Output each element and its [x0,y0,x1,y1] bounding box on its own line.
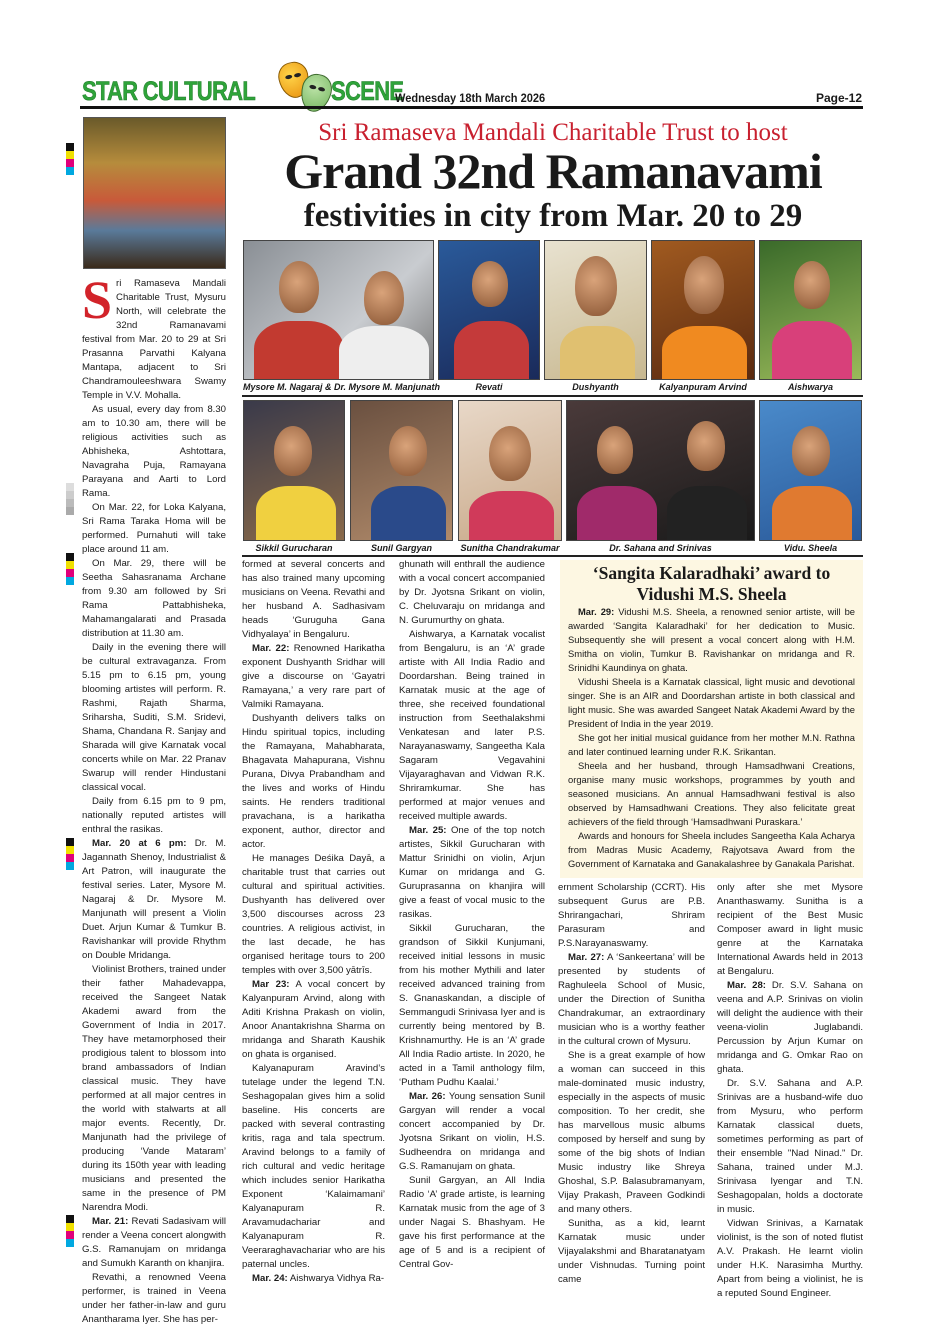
paragraph [558,1049,705,1217]
paragraph-text: Sunitha, as a kid, learnt Karnatak music under Vijayalakshmi and Bharatanatyam under Vishnudas. Turning point came [558,1218,705,1285]
date-lead: Mar. 29: [578,606,615,617]
paragraph-text: She is a great example of how a woman can succeed in this male-dominated music industry, especially in the aspects of music composition. To her credit, she has marvellous music albums composed by herself and sung by some of the big shots of Indian Music industry like Shreya Ghoshal, S.P. Balasubramanyam, Vijay Prakash, Praveen Godkindi and many others. [558,1050,705,1215]
paragraph-text: She got her initial musical guidance from her mother M.N. Rathna and later continued learning under R.K. Srikantan. [568,732,855,757]
paragraph [568,731,855,759]
photo-revati [438,240,540,380]
paragraph-text: Sunil Gargyan, an All India Radio ‘A’ grade artiste, is learning Karnatak music from the age of 3 under Nagai S. Bhashyam. He gave his first performance at the age of 5 and is a recipient of Central Gov- [399,1175,545,1270]
photo-nagaraj-manjunath [243,240,434,380]
caption: Sikkil Gurucharan [255,543,333,553]
article-column-3 [399,558,545,1272]
paragraph-text: formed at several concerts and has also trained many upcoming musicians on Veena. Revathi and her husband A. Sadhasivam heads ‘Guruguha Gana Vidhyalaya’ in Bengaluru. [242,559,385,640]
paragraph-text: only after she met Mysore Ananthaswamy. Sunitha is a recipient of the Best Music Composer award in light music genre at the Karnataka International Awards held in 2013 at Bengaluru. [717,882,863,977]
paragraph-text: A vocal concert by Kalyanpuram Arvind, along with Aditi Krishna Prakash on violin, Anoor Anantakrishna Sharma on mridanga and Sharath Kaushik on ghata is organised. [242,979,386,1060]
paragraph-text: Awards and honours for Sheela includes Sangeetha Kala Acharya from Madras Music Academy, Rajyotsava Award from the Government of Karnataka and Ganakalashree by Ganakala Parishat. [568,830,855,869]
photo-sunitha-chandrakumar [458,400,562,541]
color-registration-marks [66,553,74,585]
paragraph-text: ghunath will enthrall the audience with a vocal concert accompanied by Dr. Jyotsna Srikant on violin, C. Cheluvaraju on mridanga and N. Gurumurthy on ghata. [399,559,545,626]
header-rule [80,106,863,109]
paragraph-text: Vidushi M.S. Sheela, a renowned senior artiste, will be awarded ‘Sangita Kalaradhaki’ for her dedication to Music. Subsequently she will present a vocal concert along with H.M. Smitha on violin, Tumkur B. Ravishankar on mridanga and R. Srinidhi Kaundinya on ghata. [568,606,855,673]
paragraph-text: Sheela and her husband, through Hamsadhwani Creations, organise many music workshops, programmes by youth and seasoned musicians. An annual Hamsadhwani festival is also observed by Hamsadhwani Creations. They also felicitate great achievers of the field through ‘Hamsadhwani Puraskara.’ [568,760,855,827]
date-lead: Mar. 21: [92,1216,129,1227]
paragraph [242,1272,385,1286]
color-registration-marks [66,1215,74,1247]
article-column-5 [717,881,863,1301]
paragraph [717,1217,863,1301]
paragraph [399,558,545,628]
paragraph [82,403,226,501]
photo-sahana-srinivas [566,400,755,541]
paragraph [717,881,863,979]
caption: Vidu. Sheela [783,543,838,553]
paragraph-text: Dr. S.V. Sahana on veena and A.P. Srinivas on violin will delight the audience with their veena-violin Juglabandi. Percussion by Arjun Kumar on mridanga and G. Omkar Rao on ghata. [717,980,863,1075]
photo-aishwarya [759,240,862,380]
color-registration-marks [66,838,74,870]
paragraph [568,829,855,871]
rama-pattabhisheka-painting [83,117,226,269]
paragraph [568,675,855,731]
date-lead: Mar. 20 at 6 pm: [92,838,187,849]
caption: Sunil Gargyan [370,543,432,553]
paragraph [558,951,705,1049]
photo-vidu-sheela [759,400,862,541]
paragraph-text: ri Ramaseva Mandali Charitable Trust, Mysuru North, will celebrate the 32nd Ramanavami festival from Mar. 20 to 29 at Sri Prasanna Parvathi Kalyana Mantapa, adjacent to Sri Chandramouleeshwara Swamy Temple in V.V. Mohalla. [82,278,226,401]
paragraph-text: Sikkil Gurucharan, the grandson of Sikkil Kunjumani, received initial lessons in music from his mother Mythili and later received advanced training from S. Gnanaskandan, a disciple of Semmangudi Srinivasa Iyer and is currently being mentored by B. Krishnamurthy. He is an ‘A’ grade All India Radio artiste. In 2020, he acted in a Tamil anthology film, ‘Putham Pudhu Kaalai.’ [399,923,545,1088]
article-column-1 [82,270,227,1327]
paragraph [82,557,226,641]
paragraph [242,1062,385,1272]
drop-cap: S [82,270,113,330]
paragraph [242,642,385,712]
paragraph [568,759,855,829]
paragraph-text: Renowned Harikatha exponent Dushyanth Sridhar will give a discourse on ‘Gayatri Ramayana,’ a very rare part of Valmiki Ramayana. [242,643,385,710]
paragraph-text: Dr. M. Jagannath Shenoy, Industrialist & Art Patron, will inaugurate the festival series. Later, Mysore M. Nagaraj & Dr. Mysore M. Manjunath will present a Violin Duet. Arjun Kumar & Tumkur B. Ravishankar will provide Rhythm on Double Mridanga. [82,838,227,961]
paragraph [242,978,385,1062]
date-lead: Mar. 22: [252,643,290,654]
paragraph-text: Aishwarya Vidhya Ra- [287,1273,385,1284]
caption: Revati [475,382,503,392]
headline-subtitle: festivities in city from Mar. 20 to 29 [303,198,803,234]
paragraph [82,963,226,1215]
caption: Sunitha Chandrakumar [460,543,560,553]
caption: Aishwarya [787,382,834,392]
caption: Dushyanth [572,382,619,392]
paragraph-text: Revathi, a renowned Veena performer, is trained in Veena under her father-in-law and guru Anantharama Iyer. She has per- [82,1272,226,1325]
date-lead: Mar 23: [252,979,290,990]
divider [242,555,863,557]
headline-kicker: Sri Ramaseva Mandali Charitable Trust to host [318,119,788,146]
paragraph [399,628,545,824]
paragraph-text: He manages Deśika Dayā, a charitable trust that carries out cultural and spiritual activities. Dushyanth has delivered over 3,500 discourses across 23 countries. A religious activist, in the last decade, he has organised heritage tours to 200 temples with over 3,500 yātrīs. [242,853,385,976]
paragraph-text: Dr. S.V. Sahana and A.P. Srinivas are a husband-wife duo from Mysuru, who perform Karnatak classical duets, sometimes performing as part of their ensemble "Nad Ninad." Dr. Sahana, trained under M.J. Srinivasa Iyengar and T.N. Seshagopalan, holds a doctorate in music. [717,1078,863,1215]
paragraph-text: Vidwan Srinivas, a Karnatak violinist, is the son of noted flutist A.V. Prakash. He learnt violin under H.K. Narasimha Murthy. Apart from being a violinist, he is a reputed Sound Engineer. [717,1218,863,1299]
paragraph [82,1271,226,1327]
color-registration-marks [66,483,74,515]
photo-kalyanpuram-arvind [651,240,755,380]
paragraph-text: A ‘Sankeertana’ will be presented by students of Raghuleela School of Music, under the Direction of Sunitha Chandrakumar, an extraordinary musician who is a worthy feather in the cultural crown of Mysuru. [558,952,705,1047]
paragraph-text: On Mar. 29, there will be Seetha Sahasranama Archane from 9.30 am followed by Sri Rama Pattabhisheka, Mahamangalarati and Prasada distribution at 11.30 am. [82,558,226,639]
paragraph [399,922,545,1090]
photo-sunil-gargyan [350,400,453,541]
article-column-4 [558,881,705,1287]
caption: Mysore M. Nagaraj & Dr. Mysore M. Manjunath [243,382,441,392]
paragraph [242,712,385,852]
color-registration-marks [66,143,74,175]
paragraph-text: Aishwarya, a Karnatak vocalist from Bengaluru, is an ‘A’ grade artiste with All India Radio and Doordarshan. Being trained in Karnatak music at the age of three, she received foundational instruction from Seethalakshmi Venkatesan and later P.S. Narayanaswamy, Sangeetha Kala Sagaram Vegavahini Vijayaraghavan and Vidwan R.K. Shriramkumar. She has performed at major venues and received multiple awards. [399,629,545,822]
paragraph [82,270,226,403]
section-logo [82,72,419,106]
paragraph-text: Daily in the evening there will be cultural extravaganza. From 5.15 pm to 6.15 pm, young blooming artistes will perform. R. Rashmi, Rajath Sharma, Sriharsha, Suditi, S.M. Sridevi, Shama, Chandana R. Sanjay and Sharada will give Karnatak vocal concerts while on Mar. 22 Pranav Swarup will render Hindustani classical vocal. [82,642,226,793]
paragraph-text: As usual, every day from 8.30 am to 10.30 am, there will be religious activities such as Abhisheka, Ashtottara, Navagraha Puja, Ramayana Parayana and Aarti to Lord Rama. [82,404,226,499]
paragraph-text: Revati Sadasivam will render a Veena concert alongwith G.S. Ramanujam on mridanga and Sumukh Karanth on khanjira. [82,1216,226,1269]
logo-text-left: STAR CULTURAL [82,76,255,106]
sheela-award-box [560,560,863,878]
paragraph [399,824,545,922]
photo-dushyanth [544,240,647,380]
paragraph-text: One of the top notch artistes, Sikkil Gurucharan with Mattur Srinidhi on violin, Arjun Kumar on mridanga and G. Guruprasanna on khanjira will give a feast of vocal music to the rasikas. [399,825,545,920]
paragraph-text: Dushyanth delivers talks on Hindu spiritual topics, including the Ramayana, Mahabharata, Bhagavata Mahapurana, Vishnu Purana, Divya Prabandham and the lives and works of Hindu saints. He renders traditional pravachana, is a harikatha exponent, author, director and actor. [242,713,385,850]
paragraph-text: ernment Scholarship (CCRT). His subsequent Gurus are P.B. Shrirangachari, Shriram Parasuram and P.S.Narayanaswamy. [558,882,705,949]
box-text [568,605,855,871]
logo-text-right: SCENE [330,76,404,106]
date-lead: Mar. 27: [568,952,605,963]
paragraph [82,1215,226,1271]
paragraph [399,1090,545,1174]
issue-date: Wednesday 18th March 2026 [395,91,546,105]
paragraph [399,1174,545,1272]
date-lead: Mar. 26: [409,1091,446,1102]
photo-sikkil-gurucharan [243,400,345,541]
date-lead: Mar. 28: [727,980,766,991]
caption: Dr. Sahana and Srinivas [609,543,712,553]
paragraph-text: Daily from 6.15 pm to 9 pm, nationally reputed artistes will enthral the rasikas. [82,796,226,835]
paragraph [568,605,855,675]
article-column-2 [242,558,385,1286]
paragraph [82,641,226,795]
paragraph [82,837,226,963]
divider [242,395,863,397]
paragraph [558,881,705,951]
headline: Grand 32nd Ramanavami [284,143,822,199]
paragraph-text: Vidushi Sheela is a Karnatak classical, light music and devotional singer. She is an AIR and Doordarshan artiste in both classical and light music. She was awarded Sangeet Natak Akademi Award by the President of India in the year 2019. [568,676,855,729]
paragraph [242,558,385,642]
paragraph [82,501,226,557]
paragraph [82,795,226,837]
paragraph-text: On Mar. 22, for Loka Kalyana, Sri Rama Taraka Homa will be performed. Purnahuti will take place around 11 am. [82,502,226,555]
paragraph [717,979,863,1077]
box-title: ‘Sangita Kalaradhaki’ award to Vidushi M.S. Sheela [592,563,831,604]
paragraph [558,1217,705,1287]
page-number: Page-12 [815,91,862,105]
caption: Kalyanpuram Arvind [659,382,747,392]
paragraph-text: Young sensation Sunil Gargyan will render a vocal concert accompanied by Dr. Jyotsna Srikant on violin, H.S. Sudheendra on mridanga and G.S. Ramanujam on ghata. [399,1091,545,1172]
paragraph-text: Kalyanapuram Aravind’s tutelage under the legend T.N. Seshagopalan gives him a solid baseline. His concerts are packed with several contrasting kritis, raga and tala spectrum. Aravind belongs to a family of rich cultural and vedic heritage which includes senior Harikatha Exponent ‘Kalaimamani’ Kalyanapuram R. Aravamudachariar and Kalyanapuram R. Veeraraghavachariar who are his paternal uncles. [242,1063,385,1270]
paragraph [717,1077,863,1217]
paragraph-text: Violinist Brothers, trained under their father Mahadevappa, received the Sangeet Natak Akademi award from the Government of India in 2017. They have metamorphosed their prodigious talent to blossom into brand ambassadors of Indian classical music. They have performed at all major centres in the world with stalwarts at all major events. Recently, Dr. Manjunath had the privilege of producing ‘Vande Mataram’ during its 150th year with leading musicians and presented the same in the presence of PM Narendra Modi. [82,964,226,1213]
date-lead: Mar. 24: [252,1273,288,1284]
paragraph [242,852,385,978]
date-lead: Mar. 25: [409,825,447,836]
